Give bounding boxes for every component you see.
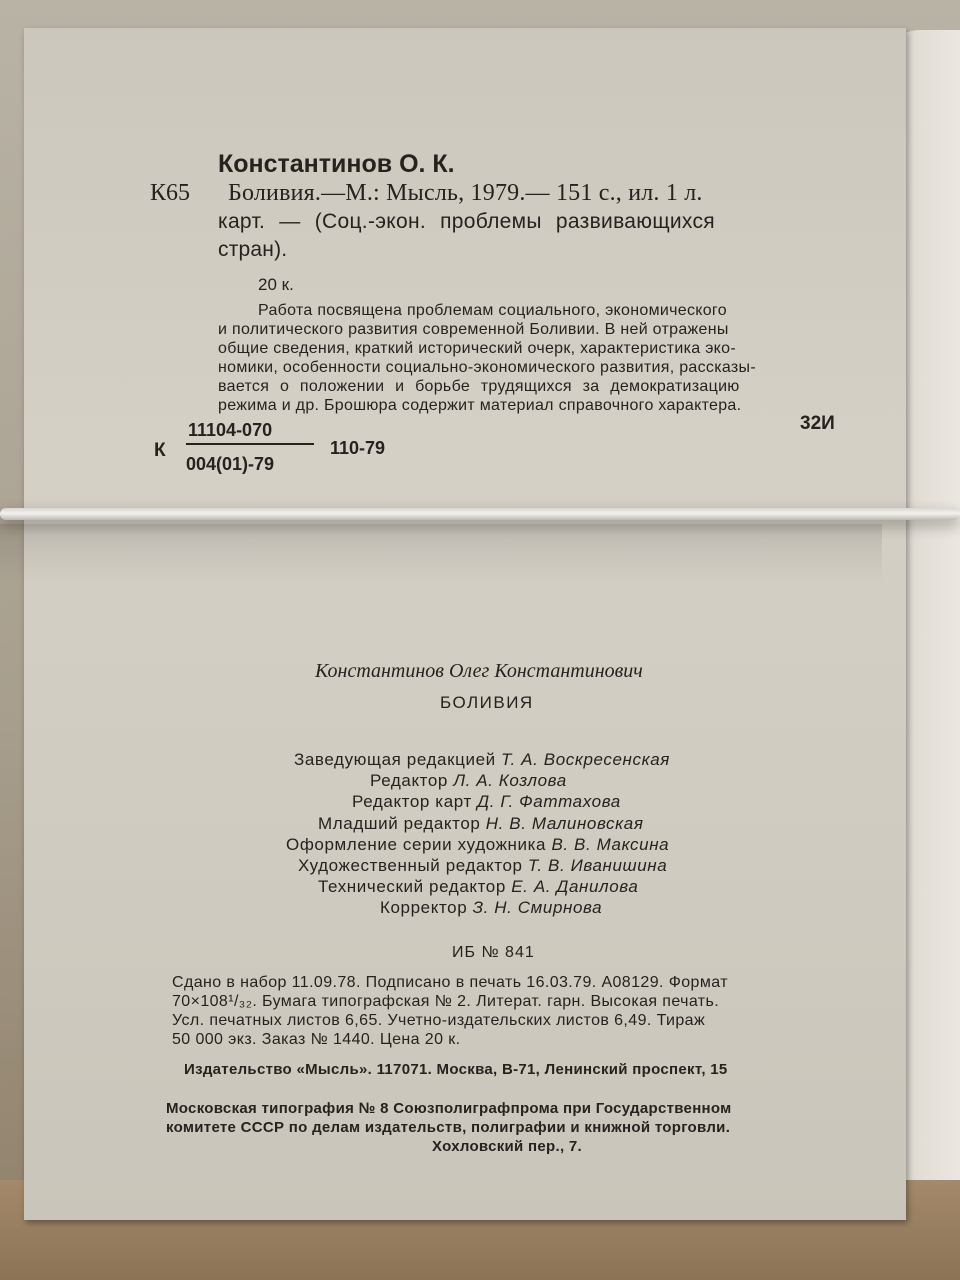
abstract-line-6: режима и др. Брошюра содержит материал справочного характера. (218, 397, 742, 414)
card-code-letter: К (154, 440, 166, 461)
card-code-numerator: 11104-070 (188, 420, 273, 440)
print-info-line-1: Сдано в набор 11.09.78. Подписано в печать 16.03.79. А08129. Формат (172, 974, 728, 991)
card-author: Константинов О. К. (218, 150, 455, 178)
credit-row-7: Технический редактор Е. А. Данилова (318, 877, 639, 896)
imprint-title: БОЛИВИЯ (440, 693, 534, 712)
card-bib-line-2: карт. — (Соц.-экон. проблемы развивающихся (218, 210, 715, 233)
print-info-line-3: Усл. печатных листов 6,65. Учетно-издательских листов 6,49. Тираж (172, 1012, 706, 1029)
card-code-number: 110-79 (330, 438, 386, 458)
print-info-line-4: 50 000 экз. Заказ № 1440. Цена 20 к. (172, 1031, 461, 1048)
card-bib-line-1: Боливия.—М.: Мысль, 1979.— 151 с., ил. 1 л. (228, 180, 703, 206)
printer-line-2: комитете СССР по делам издательств, полиграфии и книжной торговли. (166, 1119, 731, 1136)
abstract-line-4: номики, особенности социально-экономического развития, рассказы- (218, 359, 756, 376)
elastic-strap (0, 508, 960, 520)
strap-shadow (0, 524, 882, 584)
credit-row-1: Заведующая редакцией Т. А. Воскресенская (294, 750, 670, 769)
credit-row-8: Корректор З. Н. Смирнова (380, 898, 603, 917)
credit-row-5: Оформление серии художника В. В. Максина (286, 835, 670, 854)
ib-number: ИБ № 841 (452, 944, 535, 961)
credit-row-2: Редактор Л. А. Козлова (370, 771, 567, 790)
abstract-line-2: и политического развития современной Боливии. В ней отражены (218, 321, 729, 338)
card-bib-line-3: стран). (218, 238, 288, 261)
imprint-full-author: Константинов Олег Константинович (315, 660, 643, 682)
credit-row-6: Художественный редактор Т. В. Иванишина (298, 856, 668, 875)
card-classification: 32И (800, 413, 835, 434)
card-price: 20 к. (258, 275, 294, 294)
abstract-line-1: Работа посвящена проблемам социального, экономического (258, 302, 727, 319)
printer-line-3: Хохловский пер., 7. (432, 1138, 583, 1155)
abstract-line-3: общие сведения, краткий исторический очерк, характеристика эко- (218, 340, 736, 357)
fraction-bar (186, 443, 314, 445)
credit-row-3: Редактор карт Д. Г. Фаттахова (352, 792, 621, 811)
printer-line-1: Московская типография № 8 Союзполиграфпрома при Государственном (166, 1100, 732, 1117)
abstract-line-5: вается о положении и борьбе трудящихся за демократизацию (218, 378, 740, 395)
card-code-denominator: 004(01)-79 (186, 454, 275, 474)
print-info-line-2: 70×108¹/₃₂. Бумага типографская № 2. Литерат. гарн. Высокая печать. (172, 993, 720, 1010)
publisher-line: Издательство «Мысль». 117071. Москва, В-71, Ленинский проспект, 15 (184, 1061, 728, 1078)
card-index: К65 (150, 180, 191, 206)
credit-row-4: Младший редактор Н. В. Малиновская (318, 814, 644, 833)
